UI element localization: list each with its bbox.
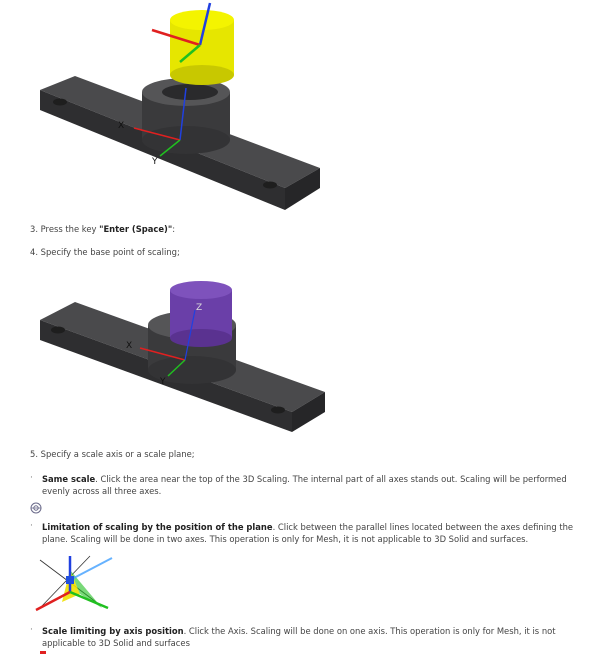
option-same-scale: [42, 473, 597, 497]
option-text: . Click between the parallel lines located between the axes defining the plane. Scaling will be done in two axes. This operation is only for Mesh, it is not applicable to 3D Solid and surfaces.: [42, 522, 574, 544]
step-3-key: "Enter (Space)": [99, 224, 173, 234]
axis-label-x: X: [118, 121, 125, 131]
axis-label-z: Z: [196, 303, 203, 313]
step-3: [30, 223, 175, 235]
plane-scaling-gizmo-figure: [30, 550, 120, 614]
boss-cylinder-bottom: [142, 126, 230, 154]
plate-hole: [51, 327, 65, 334]
step-3-suffix: :: [172, 224, 176, 234]
yellow-cylinder-bottom: [170, 65, 234, 85]
axis-label-y: Y: [152, 157, 158, 167]
step-5: 5. Specify a scale axis or a scale plane;: [30, 449, 195, 459]
purple-cylinder-top: [170, 281, 232, 299]
option-text: . Click the area near the top of the 3D Scaling. The internal part of all axes stands out. Scaling will be performed evenly across all three axes.: [42, 474, 567, 496]
cut-off-red-mark: [40, 651, 46, 654]
plate-hole: [53, 99, 67, 106]
axis-label-y: Y: [160, 377, 166, 387]
boss-cylinder-recess: [162, 84, 218, 100]
figure-scaling-gizmo-yellow: [30, 0, 330, 215]
bullet-marker: ·: [30, 625, 33, 635]
step-3-text: 3. Press the key: [30, 224, 100, 234]
bullet-marker: ·: [30, 521, 33, 531]
option-text: . Click the Axis. Scaling will be done on one axis. This operation is only for Mesh, it is not applicable to 3D Solid and surfaces: [42, 626, 556, 648]
option-axis-scaling: [42, 625, 597, 649]
option-title: Scale limiting by axis position: [42, 626, 184, 636]
purple-cylinder-bottom: [170, 329, 232, 347]
option-title: Limitation of scaling by the position of the plane: [42, 522, 273, 532]
plate-hole: [271, 407, 285, 414]
plate-hole: [263, 182, 277, 189]
option-title: Same scale: [42, 474, 96, 484]
axis-label-x: X: [126, 341, 133, 351]
same-scale-gizmo-icon: [30, 502, 42, 514]
option-plane-scaling: [42, 521, 597, 545]
yellow-cylinder-top: [170, 10, 234, 30]
bullet-marker: ·: [30, 473, 33, 483]
step-4: 4. Specify the base point of scaling;: [30, 247, 180, 257]
figure-base-point-purple: [30, 280, 330, 440]
